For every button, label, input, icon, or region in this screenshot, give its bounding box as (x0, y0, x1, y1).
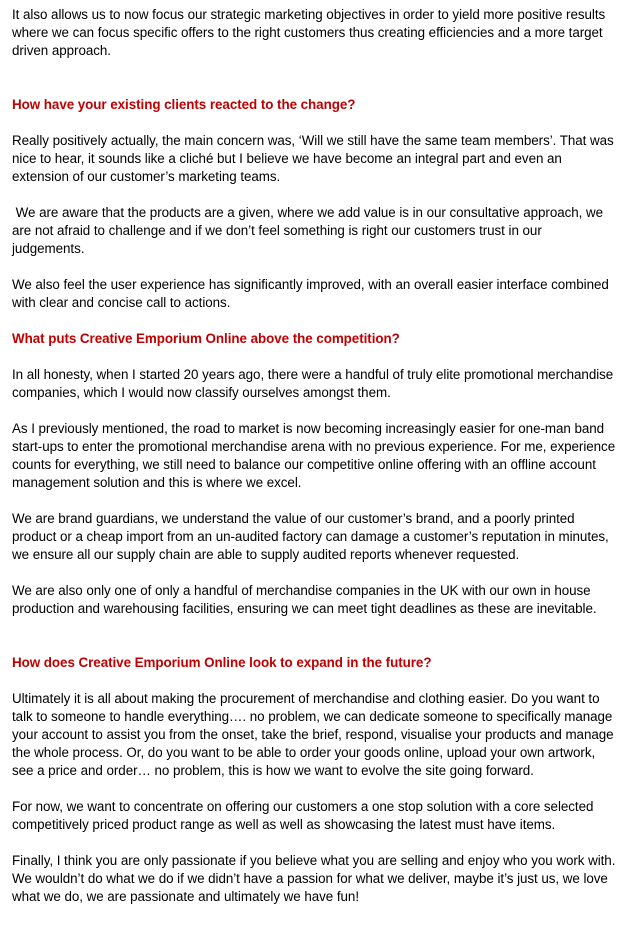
paragraph: Finally, I think you are only passionate if you believe what you are selling and enjoy who you work with. We wouldn’t do what we do if we didn’t have a passion for what we deliver, maybe it’s just us, we love what we do, we are passionate and ultimately we have fun! (12, 853, 616, 904)
paragraph: For now, we want to concentrate on offering our customers a one stop solution with a core selected competitively priced product range as well as well as showcasing the latest must have items. (12, 799, 594, 832)
paragraph: As I previously mentioned, the road to market is now becoming increasingly easier for one-man band start-ups to enter the promotional merchandise arena with no previous experience. For me, experience counts for everything, we still need to balance our competitive online offering with an offline account management solution and this is where we excel. (12, 421, 616, 490)
paragraph: We are also only one of only a handful of merchandise companies in the UK with our own in house production and warehousing facilities, ensuring we can meet tight deadlines as these are inevitable. (12, 583, 597, 616)
paragraph: We are aware that the products are a given, where we add value is in our consultative approach, we are not afraid to challenge and if we don’t feel something is right our customers trust in our judgements. (12, 205, 607, 256)
paragraph: Ultimately it is all about making the procurement of merchandise and clothing easier. Do you want to talk to someone to handle everything…. no problem, we can dedicate someone to specifically manage your account to assist you from the onset, take the brief, respond, visualise your products and manage the whole process. Or, do you want to be able to order your goods online, upload your own artwork, see a price and order… no problem, this is how we want to evolve the site going forward. (12, 691, 614, 778)
section-heading-competition: What puts Creative Emporium Online above the competition? (12, 331, 400, 346)
paragraph: We also feel the user experience has significantly improved, with an overall easier interface combined with clear and concise call to actions. (12, 277, 609, 310)
document-page (12, 6, 616, 906)
paragraph: We are brand guardians, we understand the value of our customer’s brand, and a poorly printed product or a cheap import from an un-audited factory can damage a customer’s reputation in minutes, we ensure all our supply chain are able to supply audited reports whenever requested. (12, 511, 609, 562)
section-heading-future: How does Creative Emporium Online look to expand in the future? (12, 655, 432, 670)
paragraph: In all honesty, when I started 20 years ago, there were a handful of truly elite promotional merchandise companies, which I would now classify ourselves amongst them. (12, 367, 614, 400)
section-heading-client-reaction: How have your existing clients reacted to the change? (12, 97, 356, 112)
intro-paragraph: It also allows us to now focus our strategic marketing objectives in order to yield more positive results where we can focus specific offers to the right customers thus creating efficiencies and a more target driven approach. (12, 7, 606, 58)
paragraph: Really positively actually, the main concern was, ‘Will we still have the same team members’. That was nice to hear, it sounds like a cliché but I believe we have become an integral part and even an extension of our customer’s marketing teams. (12, 133, 614, 184)
